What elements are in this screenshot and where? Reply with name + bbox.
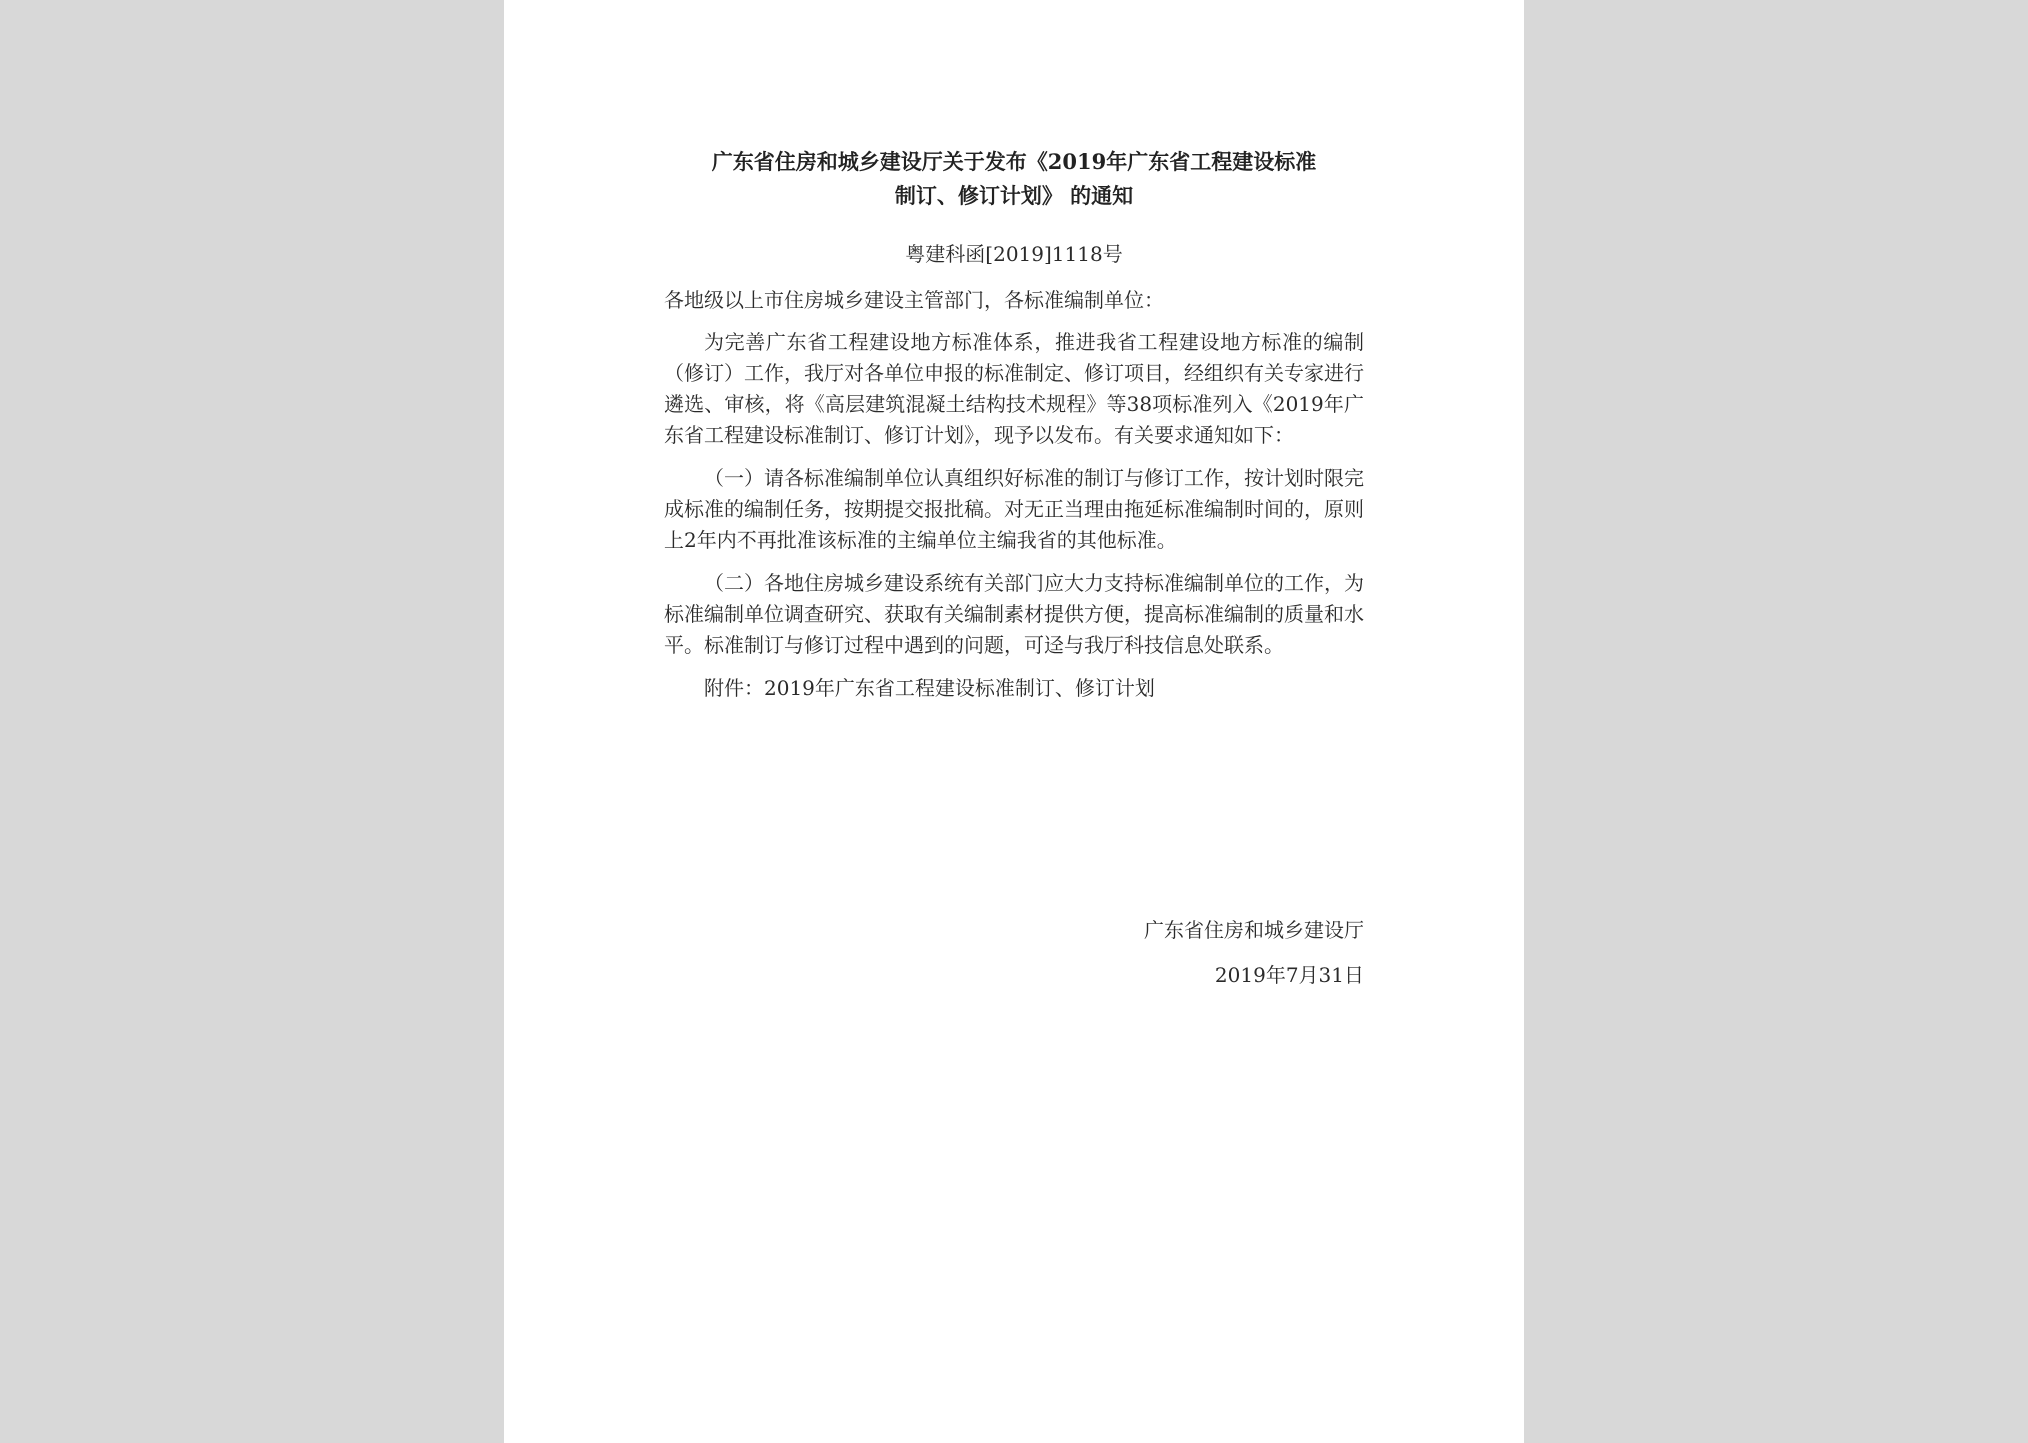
salutation: 各地级以上市住房城乡建设主管部门，各标准编制单位：: [664, 288, 1164, 312]
paragraph-item-2: （二）各地住房城乡建设系统有关部门应大力支持标准编制单位的工作，为标准编制单位调查研究、获取有关编制素材提供方便，提高标准编制的质量和水平。标准制订与修订过程中遇到的问题，可迳与我厅科技信息处联系。: [664, 571, 1364, 657]
paragraph-item-1: （一）请各标准编制单位认真组织好标准的制订与修订工作，按计划时限完成标准的编制任务，按期提交报批稿。对无正当理由拖延标准编制时间的，原则上2年内不再批准该标准的主编单位主编我省的其他标准。: [664, 466, 1364, 552]
signature-date: 2019年7月31日: [1214, 963, 1364, 987]
document-number: 粤建科函[2019]1118号: [905, 242, 1123, 266]
attachment-line: 附件：2019年广东省工程建设标准制订、修订计划: [704, 676, 1155, 700]
signature-organization: 广东省住房和城乡建设厅: [1144, 918, 1364, 942]
document-page: [504, 0, 1524, 1443]
document-title: [664, 145, 1364, 213]
title-line-1: 广东省住房和城乡建设厅关于发布《2019年广东省工程建设标准: [711, 149, 1317, 174]
title-line-2: 制订、修订计划》 的通知: [894, 183, 1134, 208]
paragraph-intro: 为完善广东省工程建设地方标准体系，推进我省工程建设地方标准的编制（修订）工作，我厅对各单位申报的标准制定、修订项目，经组织有关专家进行遴选、审核，将《高层建筑混凝土结构技术规程》等38项标准列入《2019年广东省工程建设标准制订、修订计划》，现予以发布。有关要求通知如下：: [664, 330, 1364, 447]
document-content: [664, 145, 1364, 987]
